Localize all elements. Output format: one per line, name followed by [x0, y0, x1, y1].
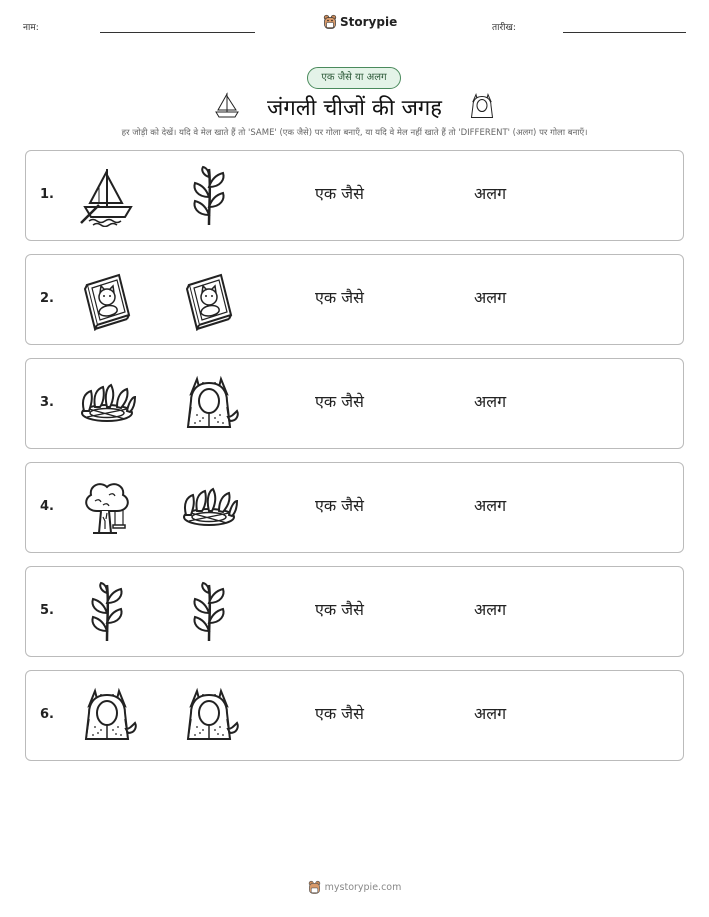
date-line[interactable] — [563, 32, 686, 33]
question-row-4 — [25, 462, 684, 553]
name-label: नाम: — [23, 23, 39, 33]
footer — [0, 880, 709, 895]
same-option[interactable]: एक जैसे — [315, 600, 364, 619]
wolf-costume-title-icon — [467, 90, 497, 122]
page-title: जंगली चीजों की जगह — [267, 96, 442, 121]
crown-nest-icon — [77, 373, 137, 435]
question-row-1 — [25, 150, 684, 241]
question-row-2 — [25, 254, 684, 345]
brand-name: Storypie — [340, 15, 398, 29]
same-option[interactable]: एक जैसे — [315, 496, 364, 515]
same-option[interactable]: एक जैसे — [315, 184, 364, 203]
leafy-branch-icon — [179, 581, 239, 643]
leafy-branch-icon — [179, 165, 239, 227]
brand-logo — [323, 14, 397, 30]
same-option[interactable]: एक जैसे — [315, 392, 364, 411]
same-option[interactable]: एक जैसे — [315, 704, 364, 723]
same-option[interactable]: एक जैसे — [315, 288, 364, 307]
date-label: तारीख: — [492, 23, 516, 33]
sailboat-icon — [77, 165, 137, 227]
different-option[interactable]: अलग — [474, 496, 507, 515]
question-number: 4. — [40, 499, 54, 514]
tree-swing-icon — [77, 477, 137, 539]
different-option[interactable]: अलग — [474, 392, 507, 411]
bear-logo-icon — [308, 880, 321, 895]
question-number: 2. — [40, 291, 54, 306]
crown-nest-icon — [179, 477, 239, 539]
name-line[interactable] — [100, 32, 255, 33]
different-option[interactable]: अलग — [474, 288, 507, 307]
question-number: 6. — [40, 707, 54, 722]
storybook-icon — [179, 269, 239, 331]
wolf-costume-icon — [77, 685, 137, 747]
question-row-3 — [25, 358, 684, 449]
worksheet-type-badge: एक जैसे या अलग — [307, 67, 401, 89]
storybook-icon — [77, 269, 137, 331]
wolf-costume-icon — [179, 373, 239, 435]
footer-url[interactable]: mystorypie.com — [324, 882, 402, 893]
question-row-6 — [25, 670, 684, 761]
different-option[interactable]: अलग — [474, 184, 507, 203]
different-option[interactable]: अलग — [474, 600, 507, 619]
different-option[interactable]: अलग — [474, 704, 507, 723]
question-number: 3. — [40, 395, 54, 410]
bear-logo-icon — [323, 14, 337, 30]
instructions-text: हर जोड़ी को देखें। यदि वे मेल खाते हैं तो 'SAME' (एक जैसे) पर गोला बनाएँ, या यदि वे मेल नहीं खाते हैं तो 'DIFFERENT' (अलग) पर गोला बनाएँ। — [121, 128, 588, 138]
question-number: 1. — [40, 187, 54, 202]
wolf-costume-icon — [179, 685, 239, 747]
leafy-branch-icon — [77, 581, 137, 643]
question-number: 5. — [40, 603, 54, 618]
question-row-5 — [25, 566, 684, 657]
